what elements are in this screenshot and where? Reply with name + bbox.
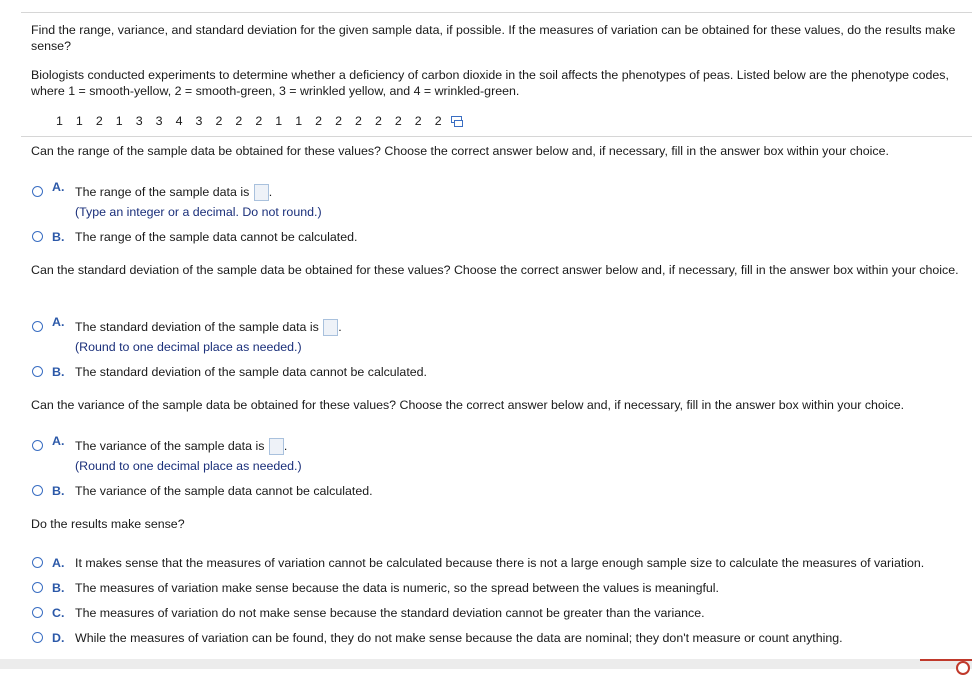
option-text: The range of the sample data cannot be calculated. — [75, 230, 358, 244]
sense-option-d-radio[interactable] — [32, 632, 43, 643]
sd-option-a-radio[interactable] — [32, 321, 43, 332]
sd-question: Can the standard deviation of the sample data be obtained for these values? Choose the correct answer below and, if necessary, fill in the answer box within your choice. — [31, 263, 959, 277]
option-text — [75, 319, 342, 336]
option-text: The variance of the sample data cannot be calculated. — [75, 484, 373, 498]
range-option-b-radio[interactable] — [32, 231, 43, 242]
option-text: While the measures of variation can be found, they do not make sense because the data are nominal; they don't measure or count anything. — [75, 631, 843, 645]
option-letter: A. — [52, 315, 65, 329]
option-letter: A. — [52, 180, 65, 194]
option-letter: A. — [52, 434, 65, 448]
option-letter: B. — [52, 484, 65, 498]
option-suffix: . — [268, 185, 273, 199]
sd-answer-box[interactable] — [323, 319, 338, 336]
option-label: The variance of the sample data is — [75, 439, 265, 453]
range-answer-box[interactable] — [254, 184, 269, 201]
option-text: The measures of variation do not make sense because the standard deviation cannot be greater than the variance. — [75, 606, 705, 620]
sense-option-a-radio[interactable] — [32, 557, 43, 568]
sample-data-row — [56, 113, 463, 129]
option-letter: A. — [52, 556, 65, 570]
option-text: The measures of variation make sense because the data is numeric, so the spread between the values is meaningful. — [75, 581, 719, 595]
variance-hint: (Round to one decimal place as needed.) — [75, 459, 302, 473]
option-letter: B. — [52, 581, 65, 595]
sample-data-values: 1 1 2 1 3 3 4 3 2 2 2 1 1 2 2 2 2 2 2 2 — [56, 114, 442, 128]
variance-option-a-radio[interactable] — [32, 440, 43, 451]
option-letter: D. — [52, 631, 65, 645]
variance-answer-box[interactable] — [269, 438, 284, 455]
option-letter: B. — [52, 365, 65, 379]
top-divider — [21, 12, 972, 13]
sd-option-b-radio[interactable] — [32, 366, 43, 377]
option-text — [75, 184, 272, 201]
option-letter: C. — [52, 606, 65, 620]
option-text: It makes sense that the measures of variation cannot be calculated because there is not a large enough sample size to calculate the measures of variation. — [75, 556, 925, 570]
footer-band — [0, 659, 972, 669]
option-letter: B. — [52, 230, 65, 244]
option-label: The range of the sample data is — [75, 185, 250, 199]
range-option-a-radio[interactable] — [32, 186, 43, 197]
variance-question: Can the variance of the sample data be obtained for these values? Choose the correct answer below and, if necessary, fill in the answer box within your choice. — [31, 398, 905, 412]
variance-option-b-radio[interactable] — [32, 485, 43, 496]
sense-question: Do the results make sense? — [31, 517, 185, 531]
option-suffix: . — [283, 439, 288, 453]
context-text: Biologists conducted experiments to determine whether a deficiency of carbon dioxide in the soil affects the phenotypes of peas. Listed below are the phenotype codes, where 1 = smooth-yellow, 2 = smooth-green, 3 = wrinkled yellow, and 4 = wrinkled-green. — [31, 68, 949, 98]
option-label: The standard deviation of the sample data is — [75, 320, 319, 334]
instructions-text: Find the range, variance, and standard deviation for the given sample data, if possible. If the measures of variation can be obtained for these values, do the results make sense? — [31, 23, 956, 53]
copy-data-icon[interactable] — [451, 115, 463, 131]
option-text: The standard deviation of the sample data cannot be calculated. — [75, 365, 427, 379]
help-icon[interactable] — [956, 661, 970, 675]
range-hint: (Type an integer or a decimal. Do not round.) — [75, 205, 322, 219]
option-suffix: . — [338, 320, 342, 334]
sd-hint: (Round to one decimal place as needed.) — [75, 340, 302, 354]
sense-option-b-radio[interactable] — [32, 582, 43, 593]
question-divider — [21, 136, 972, 137]
sense-option-c-radio[interactable] — [32, 607, 43, 618]
option-text — [75, 438, 287, 455]
range-question: Can the range of the sample data be obtained for these values? Choose the correct answer below and, if necessary, fill in the answer box within your choice. — [31, 144, 889, 158]
